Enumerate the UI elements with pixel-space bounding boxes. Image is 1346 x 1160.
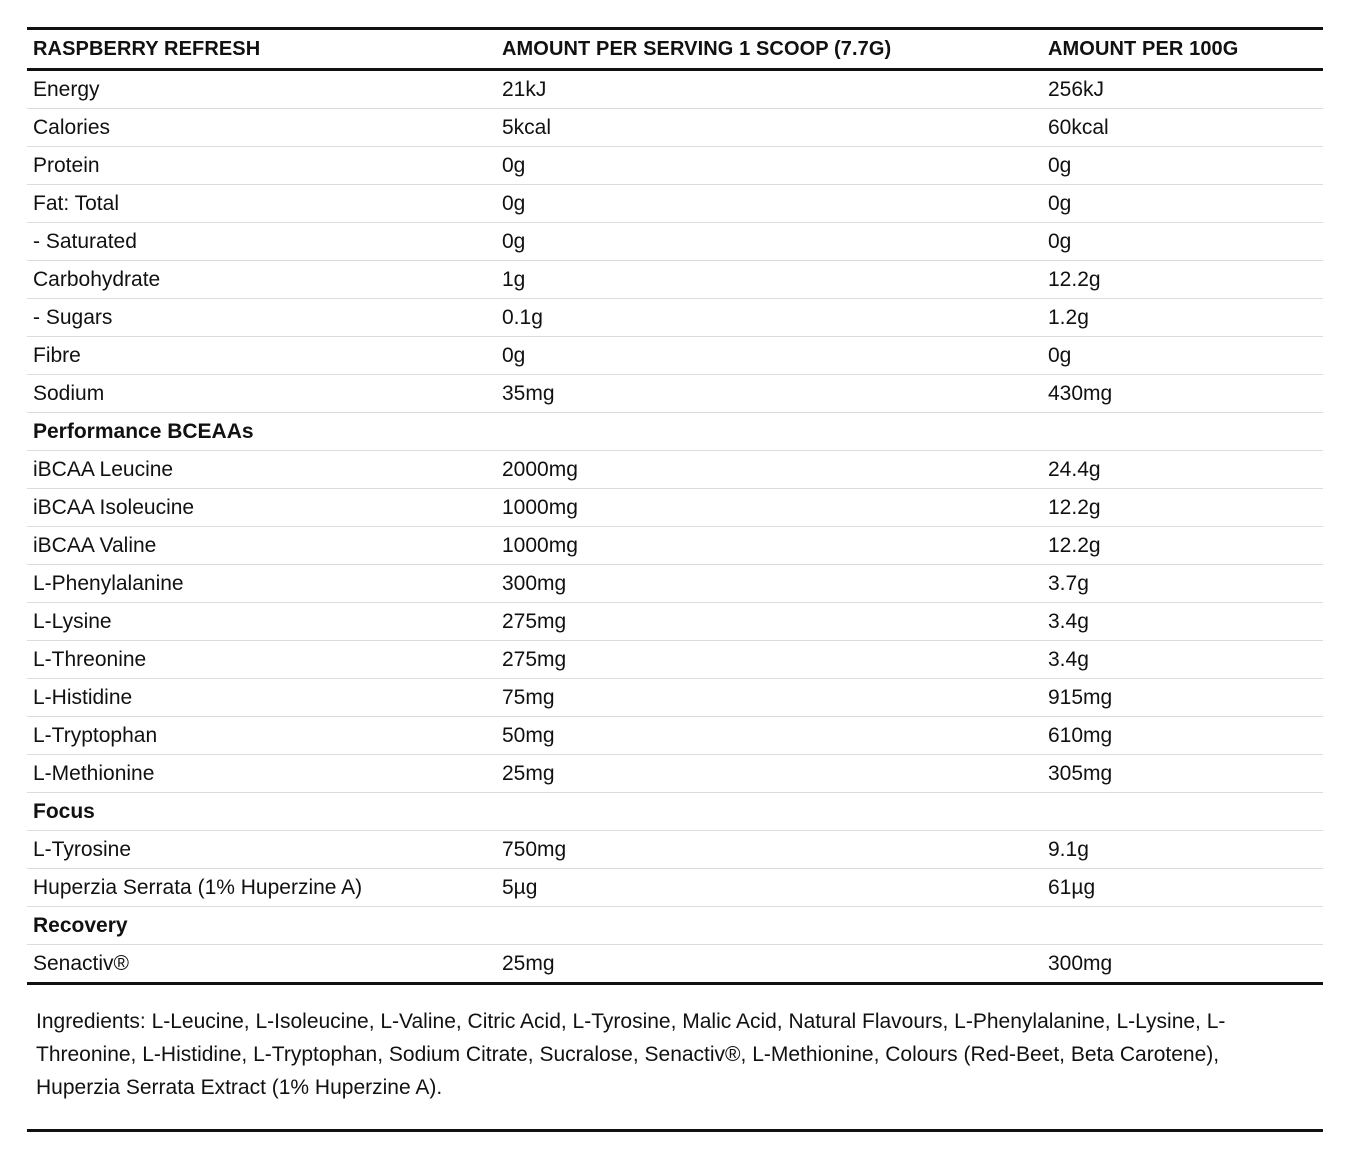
per-serving-cell: 1000mg <box>496 527 1042 565</box>
per-100g-cell <box>1042 793 1323 831</box>
table-row <box>27 261 1323 299</box>
per-100g-cell: 0g <box>1042 147 1323 185</box>
per-100g-cell: 12.2g <box>1042 261 1323 299</box>
bottom-divider <box>27 1129 1323 1132</box>
per-100g-cell: 3.4g <box>1042 641 1323 679</box>
nutrient-name-cell: Sodium <box>27 375 496 413</box>
section-header-row <box>27 413 1323 451</box>
table-row <box>27 299 1323 337</box>
nutrient-name-cell: Protein <box>27 147 496 185</box>
nutrient-name-cell: Huperzia Serrata (1% Huperzine A) <box>27 869 496 907</box>
per-100g-cell: 3.4g <box>1042 603 1323 641</box>
per-100g-cell: 300mg <box>1048 951 1113 975</box>
nutrient-name-cell: - Saturated <box>27 223 496 261</box>
per-100g-cell: 0g <box>1042 337 1323 375</box>
per-serving-cell: 25mg <box>502 951 555 975</box>
table-row <box>27 70 1323 109</box>
per-100g-cell <box>1042 413 1323 451</box>
nutrient-name-cell: Senactiv® <box>33 951 130 975</box>
per-serving-cell: 275mg <box>496 603 1042 641</box>
per-100g-cell: 60kcal <box>1042 109 1323 147</box>
per-100g-cell: 24.4g <box>1042 451 1323 489</box>
section-header-row <box>27 793 1323 831</box>
table-row <box>27 679 1323 717</box>
table-row <box>27 831 1323 869</box>
per-serving-cell: 750mg <box>496 831 1042 869</box>
per-serving-cell: 50mg <box>496 717 1042 755</box>
nutrient-name-cell: iBCAA Leucine <box>27 451 496 489</box>
per-serving-cell: 0g <box>496 185 1042 223</box>
per-serving-cell: 300mg <box>496 565 1042 603</box>
per-serving-cell: 1g <box>496 261 1042 299</box>
per-serving-cell: 275mg <box>496 641 1042 679</box>
table-row <box>27 489 1323 527</box>
nutrient-name-cell: L-Phenylalanine <box>27 565 496 603</box>
per-serving-cell: 21kJ <box>496 70 1042 109</box>
table-row <box>27 527 1323 565</box>
per-serving-cell <box>496 793 1042 831</box>
per-serving-cell: 1000mg <box>496 489 1042 527</box>
per-serving-cell: 5µg <box>496 869 1042 907</box>
per-100g-cell: 915mg <box>1042 679 1323 717</box>
per-100g-cell: 61µg <box>1042 869 1323 907</box>
nutrient-name-cell: Recovery <box>27 907 496 945</box>
per-100g-cell: 1.2g <box>1042 299 1323 337</box>
nutrient-name-cell: L-Lysine <box>27 603 496 641</box>
per-100g-cell: 12.2g <box>1042 527 1323 565</box>
table-row <box>27 185 1323 223</box>
nutrient-name-cell: L-Threonine <box>27 641 496 679</box>
per-serving-cell <box>496 907 1042 945</box>
nutrient-name-cell: iBCAA Valine <box>27 527 496 565</box>
ingredients-text: Ingredients: L-Leucine, L-Isoleucine, L-Valine, Citric Acid, L-Tyrosine, Malic Acid, Natural Flavours, L-Phenylalanine, L-Lysine, L-Threonine, L-Histidine, L-Tryptophan, Sodium Citrate, Sucralose, Senactiv®, L-Methionine, Colours (Red-Beet, Beta Carotene), Huperzia Serrata Extract (1% Huperzine A). <box>36 1010 1226 1099</box>
per-serving-cell: 0g <box>496 337 1042 375</box>
per-100g-cell <box>1042 907 1323 945</box>
nutrient-name-cell: L-Tryptophan <box>27 717 496 755</box>
nutrient-name-cell: Fat: Total <box>27 185 496 223</box>
table-row <box>27 869 1323 907</box>
nutrition-panel <box>27 27 1323 1125</box>
nutrition-rows <box>27 70 1323 984</box>
per-serving-cell <box>496 413 1042 451</box>
per-serving-cell: 0g <box>496 223 1042 261</box>
header-flavour: RASPBERRY REFRESH <box>27 29 496 70</box>
table-row <box>27 337 1323 375</box>
per-100g-cell: 430mg <box>1042 375 1323 413</box>
per-100g-cell: 12.2g <box>1042 489 1323 527</box>
section-header-row <box>27 907 1323 945</box>
table-row <box>27 945 1323 984</box>
per-serving-cell: 75mg <box>496 679 1042 717</box>
table-row <box>27 565 1323 603</box>
header-row <box>27 29 1323 70</box>
table-row <box>27 755 1323 793</box>
table-row <box>27 641 1323 679</box>
nutrient-name-cell: Calories <box>27 109 496 147</box>
nutrient-name-cell: L-Histidine <box>27 679 496 717</box>
per-100g-cell: 256kJ <box>1042 70 1323 109</box>
per-100g-cell: 0g <box>1042 223 1323 261</box>
per-serving-cell: 35mg <box>496 375 1042 413</box>
nutrient-name-cell: Focus <box>27 793 496 831</box>
table-row <box>27 451 1323 489</box>
nutrient-name-cell: iBCAA Isoleucine <box>27 489 496 527</box>
nutrient-name-cell: Energy <box>27 70 496 109</box>
table-row <box>27 717 1323 755</box>
nutrient-name-cell: L-Methionine <box>27 755 496 793</box>
table-row <box>27 223 1323 261</box>
per-serving-cell: 25mg <box>496 755 1042 793</box>
table-row <box>27 603 1323 641</box>
per-100g-cell: 610mg <box>1042 717 1323 755</box>
per-serving-cell: 0.1g <box>496 299 1042 337</box>
per-serving-cell: 2000mg <box>496 451 1042 489</box>
per-serving-cell: 5kcal <box>496 109 1042 147</box>
header-per-100g: AMOUNT PER 100G <box>1042 29 1323 70</box>
nutrition-table <box>27 27 1323 985</box>
nutrient-name-cell: Fibre <box>27 337 496 375</box>
table-row <box>27 147 1323 185</box>
nutrient-name-cell: - Sugars <box>27 299 496 337</box>
nutrient-name-cell: Performance BCEAAs <box>27 413 496 451</box>
table-row <box>27 109 1323 147</box>
header-per-serving: AMOUNT PER SERVING 1 SCOOP (7.7G) <box>496 29 1042 70</box>
per-100g-cell: 305mg <box>1042 755 1323 793</box>
per-serving-cell: 0g <box>496 147 1042 185</box>
table-row <box>27 375 1323 413</box>
nutrient-name-cell: Carbohydrate <box>27 261 496 299</box>
per-100g-cell: 0g <box>1042 185 1323 223</box>
per-100g-cell: 9.1g <box>1042 831 1323 869</box>
per-100g-cell: 3.7g <box>1042 565 1323 603</box>
nutrient-name-cell: L-Tyrosine <box>27 831 496 869</box>
